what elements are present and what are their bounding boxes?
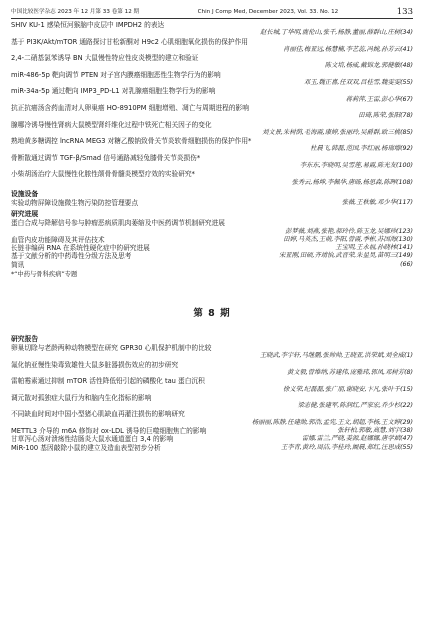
toc-entry[interactable] bbox=[11, 154, 413, 171]
entry-title: miR-486-5p 靶向调节 PTEN 对子宫内膜癌细胞恶性生物学行为的影响 bbox=[11, 70, 221, 79]
toc-entry[interactable] bbox=[11, 261, 413, 269]
entry-authors: 王晓武,李宇轩,马继鹏,张帅帅,王晓亚,洪荣斌,刘全威(1) bbox=[259, 352, 413, 360]
toc-entry[interactable] bbox=[11, 410, 413, 427]
issue-title: 第 8 期 bbox=[193, 308, 231, 320]
toc-entry[interactable] bbox=[11, 71, 413, 88]
entry-authors: 田婷,马英杰,王萌,李阳,曾霞,季彬,苏国海(130) bbox=[283, 235, 413, 243]
toc-block-1 bbox=[11, 21, 413, 187]
section-heading-facilities: 设施设备 bbox=[11, 189, 39, 198]
toc-entry[interactable] bbox=[11, 199, 413, 207]
entry-title: 蛋白合成与降解信号参与肿瘤恶病质肌肉萎缩及中医药调节机制研究进展 bbox=[11, 219, 225, 228]
toc-entry[interactable] bbox=[11, 236, 413, 244]
page-number: 133 bbox=[396, 7, 413, 17]
entry-title: 简讯 bbox=[11, 260, 25, 269]
toc-entry[interactable] bbox=[11, 444, 413, 452]
entry-title: 小柴胡汤治疗大鼠慢性化脓性颌骨骨髓炎模型疗效的实验研究* bbox=[11, 170, 195, 179]
toc-entry[interactable] bbox=[11, 170, 413, 187]
toc-entry[interactable] bbox=[11, 121, 413, 138]
toc-entry[interactable] bbox=[11, 137, 413, 154]
entry-title: 长链非编码 RNA 在系统性硬化症中的研究进展 bbox=[11, 244, 150, 253]
entry-title: 实验动物屏障设施微生物污染防控管理要点 bbox=[11, 198, 139, 207]
entry-title: 卵巢切除与老龄两种动物模型在研究 GPR30 心肌保护机制中的比较 bbox=[11, 344, 212, 353]
entry-title: 调元散对孤独症大鼠行为和脑内生化指标的影响 bbox=[11, 393, 152, 402]
entry-authors: 刘文景,朱树荫,毛海霞,康婷,张丽玲,吴爵群,欧三桃(85) bbox=[262, 128, 413, 136]
entry-title: 基于 PI3K/Akt/mTOR 通路探讨甘松新酮对 H9c2 心肌细胞氧化损伤的保护作用 bbox=[11, 37, 248, 46]
entry-authors: 田琦,陈荣,张阳(78) bbox=[358, 112, 413, 120]
entry-title: miR-34a-5p 通过靶向 IMP3_PD-L1 对乳腺癌细胞生物学行为的影响 bbox=[11, 87, 216, 96]
entry-authors: 张秀云,杨坤,李佩华,唐旸,杨思森,陈晖(108) bbox=[291, 178, 413, 186]
entry-title: 熟地黄多糖调控 lncRNA MEG3 对糖乙酸钠致骨关节炎软骨细胞损伤的保护作用* bbox=[11, 137, 252, 146]
entry-title: 2,4-二硝基氯苯诱导 BN 大鼠慢性特应性皮炎模型的建立和验证 bbox=[11, 54, 199, 63]
entry-authors: 张薇,王秋敏,邓少华(117) bbox=[341, 198, 413, 206]
entry-authors: 彭梦薇,刘燕,张艳,郝玲伶,陈玉龙,吴娜珍(123) bbox=[285, 227, 413, 235]
journal-name-en: Chin J Comp Med, December 2023, Vol. 33. No. 12 bbox=[197, 9, 339, 15]
entry-authors: (66) bbox=[400, 260, 413, 268]
entry-title: 腺哪冷诱导慢性肾病大鼠模型肾纤维化过程中铁死亡相关因子的变化 bbox=[11, 120, 212, 129]
entry-title: 雷帕霉素通过抑制 mTOR 活性降低铅引起的磷酸化 tau 蛋白沉积 bbox=[11, 377, 205, 386]
entry-authors: 徐义荣,纪磊磊,张广朋,谢晓安,卞凡,张叶千(15) bbox=[283, 385, 413, 393]
toc-entry[interactable] bbox=[11, 54, 413, 71]
entry-authors: 肖丽佳,梅亚远,杨慧楠,李艺蕊,冯婉,孙芳云(41) bbox=[283, 45, 413, 53]
entry-authors: 李东东,李晓明,吴雪莲,易霞,陈光友(100) bbox=[299, 162, 413, 170]
entry-title: 基于文献分析的中药毒性分级方法及思考 bbox=[11, 252, 132, 261]
entry-title: 血管内皮功能障碍及其评估技术 bbox=[11, 235, 105, 244]
toc-entry[interactable] bbox=[11, 219, 413, 236]
topic-footnote: *“中药与骨科疾病”专题 bbox=[11, 271, 78, 279]
journal-name-cn: 中国比较医学杂志 2023 年 12 月第 33 卷第 12 期 bbox=[11, 9, 140, 15]
entry-authors: 王李青,黄玲,周洁,李桂玲,阚晨,郑红,汪思成(55) bbox=[281, 443, 413, 451]
entry-title: 骨断散通过调节 TGF-β/Smad 信号通路减轻兔膝骨关节炎损伤* bbox=[11, 153, 201, 162]
entry-authors: 杜晨飞,韩磊,范国,李红丽,杨瑞增(92) bbox=[310, 145, 413, 153]
entry-title: MiR-100 基因敲除小鼠的建立及造血表型初步分析 bbox=[11, 443, 161, 452]
entry-authors: 雷娜,雷兰,严晓,姜源,赵娜娜,唐学斌(47) bbox=[301, 435, 413, 443]
toc-entry[interactable] bbox=[11, 435, 413, 443]
toc-entry[interactable] bbox=[11, 252, 413, 260]
toc-entry[interactable] bbox=[11, 377, 413, 394]
entry-authors: 赵长城,丁华明,鹿伦山,张千,杨静,董丽,薛群山,庄树(34) bbox=[260, 29, 413, 37]
entry-title: METTL3 介导的 m6A 修饰对 ox-LDL 诱导的巨噬细胞焦亡的影响 bbox=[11, 426, 207, 435]
toc-entry[interactable] bbox=[11, 21, 413, 38]
entry-authors: 邓玉,魏正喜,任双双,吕桂雪,魏雯雯(55) bbox=[303, 79, 413, 87]
entry-title: 氟化钠亚慢性染毒致雄性大鼠多脏器损伤效应的初步研究 bbox=[11, 360, 179, 369]
entry-title: 甘草泻心汤对溃疡性结肠炎大鼠水通道蛋白 3,4 的影响 bbox=[11, 435, 174, 444]
entry-authors: 宋亚刚,田硕,齐靖怡,武晋荣,朱星昊,苗明三(149) bbox=[279, 252, 413, 260]
entry-authors: 黄文毅,曾维纳,苏建伟,庞雅玮,郭凤,邓树芳(8) bbox=[287, 368, 413, 376]
section-heading-progress: 研究进展 bbox=[11, 210, 39, 219]
entry-title: SHIV KU-1 感染恒河猴脑中皮层中 IMPDH2 的表达 bbox=[11, 21, 165, 29]
entry-title: 不同缺血时间对中国小型猪心肌缺血再灌注损伤的影响研究 bbox=[11, 410, 185, 419]
toc-entry[interactable] bbox=[11, 104, 413, 121]
entry-authors: 蒋莉萍,王雷,彭心华(67) bbox=[345, 95, 413, 103]
entry-authors: 梁志健,张建军,陈润红,严家宏,乔少杉(22) bbox=[297, 402, 413, 410]
entry-title: 抗正抗癌汤含药血清对人卵巢癌 HO-8910PM 细胞增殖、凋亡与周期进程的影响 bbox=[11, 103, 249, 112]
toc-entry[interactable] bbox=[11, 394, 413, 411]
entry-authors: 张轩柏,郭敏,高慧,刘宇(38) bbox=[337, 426, 413, 434]
entry-authors: 陈文培,杨威,戴锦龙,郭健敏(48) bbox=[324, 62, 413, 70]
entry-authors: 杨丽丽,陈静,任建勋,郭浩,孟宪,王文,胡超,李杨,王文婷(29) bbox=[251, 418, 413, 426]
toc-entry[interactable] bbox=[11, 87, 413, 104]
section-heading-reports: 研究报告 bbox=[11, 335, 39, 344]
page-header bbox=[11, 8, 413, 19]
toc-entry[interactable] bbox=[11, 344, 413, 361]
toc-entry[interactable] bbox=[11, 361, 413, 378]
entry-authors: 王宝明,王永福,孙晓林(141) bbox=[335, 244, 413, 252]
toc-entry[interactable] bbox=[11, 38, 413, 55]
